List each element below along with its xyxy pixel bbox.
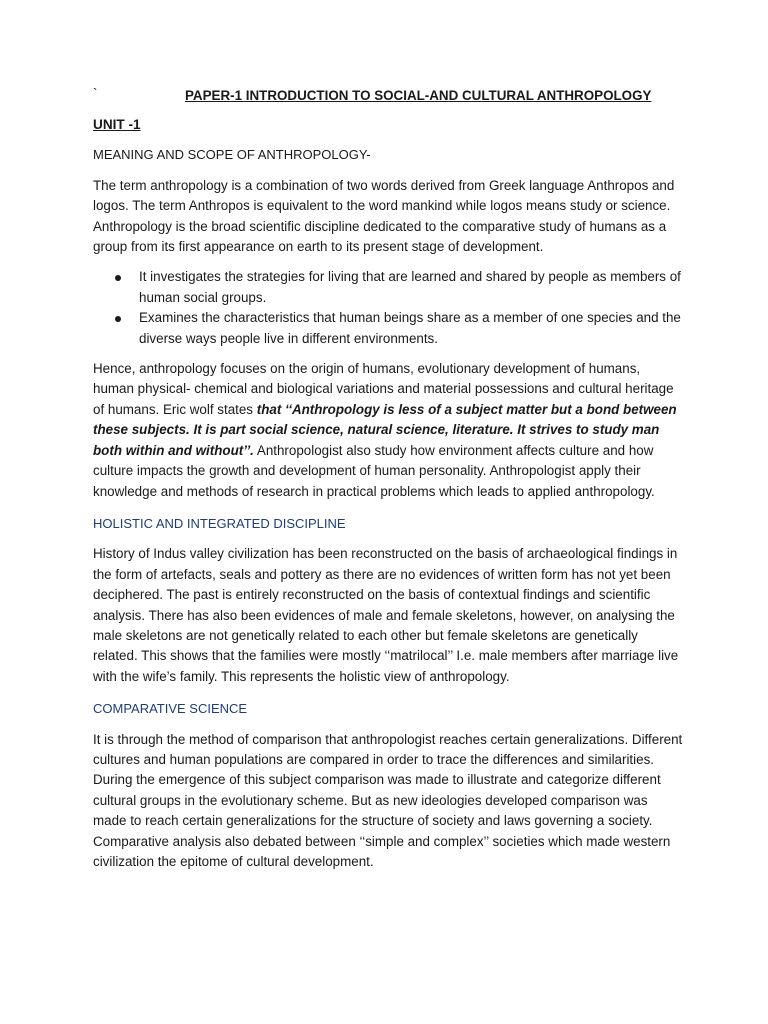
document-page <box>93 84 683 872</box>
focus-text-before: Hence, anthropology focuses on the origin of humans, evolutionary development of humans, human physical- chemical and biological variations and material possessions and cultural heritage of humans. Eric wolf states <box>93 361 674 417</box>
holistic-heading: HOLISTIC AND INTEGRATED DISCIPLINE <box>93 515 346 531</box>
bullet-icon <box>115 316 121 322</box>
document-title: PAPER-1 INTRODUCTION TO SOCIAL-AND CULTURAL ANTHROPOLOGY <box>185 88 652 103</box>
unit-heading: UNIT -1 <box>93 117 141 132</box>
bullet-list <box>93 267 683 349</box>
focus-text-after: Anthropologist also study how environment affects culture and how culture impacts the growth and development of human personality. Anthropologist apply their knowledge and methods of research in practical problems which leads to applied anthropology. <box>93 442 655 499</box>
header-line <box>93 84 683 106</box>
comparative-paragraph: It is through the method of comparison that anthropologist reaches certain generalizations. Different cultures and human populations are compared in order to trace the differences and similarities. During the emergence of this subject comparison was made to illustrate and categorize different cultural groups in the evolutionary scheme. But as new ideologies developed comparison was made to reach certain generalizations for the structure of society and laws governing a society. Comparative analysis also debated between ‘‘simple and complex’’ societies which made western civilization the epitome of cultural development. <box>93 731 683 869</box>
bullet-icon <box>115 275 121 281</box>
bullet-text: Examines the characteristics that human beings share as a member of one species and the diverse ways people live in different environments. <box>139 310 681 346</box>
bullet-text: It investigates the strategies for living that are learned and shared by people as members of human social groups. <box>139 269 681 305</box>
stray-mark: ` <box>93 86 98 101</box>
intro-paragraph: The term anthropology is a combination of two words derived from Greek language Anthropos and logos. The term Anthropos is equivalent to the word mankind while logos means study or science. Anthropology is the broad scientific discipline dedicated to the comparative study of humans as a group from its first appearance on earth to its present stage of development. <box>93 177 675 255</box>
holistic-paragraph: History of Indus valley civilization has been reconstructed on the basis of archaeological findings in the form of artefacts, seals and pottery as there are no evidences of written form has not yet been deciphered. The past is entirely reconstructed on the basis of contextual findings and scientific analysis. There has also been evidences of male and female skeletons, however, on analysing the male skeletons are not genetically related to each other but female skeletons are genetically related. This shows that the families were mostly ‘‘matrilocal’’ I.e. male members after marriage live with the wife’s family. This represents the holistic view of anthropology. <box>93 546 679 684</box>
eric-wolf-quote: that ‘‘Anthropology is less of a subject matter but a bond between these subjects. It is part social science, natural science, literature. It strives to study man both within and without’’. <box>93 401 677 458</box>
list-item <box>93 308 683 349</box>
comparative-heading: COMPARATIVE SCIENCE <box>93 701 248 717</box>
focus-paragraph <box>93 359 683 502</box>
list-item <box>93 267 683 308</box>
meaning-heading: MEANING AND SCOPE OF ANTHROPOLOGY- <box>93 147 371 163</box>
